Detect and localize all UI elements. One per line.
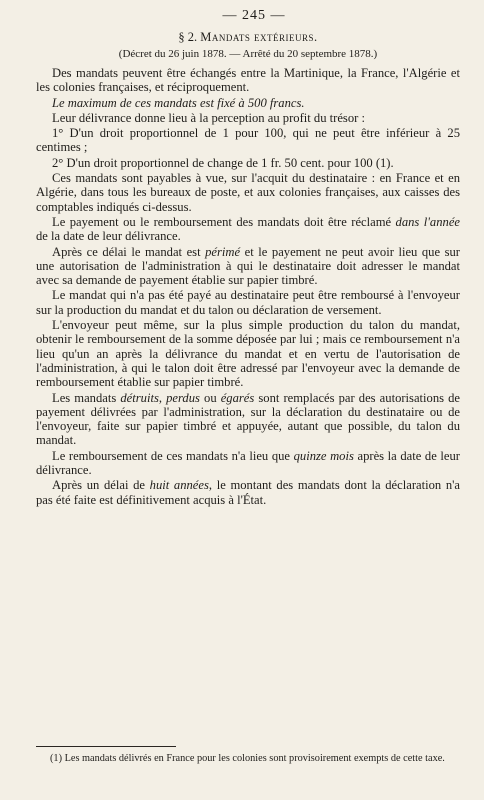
body-text — [36, 66, 460, 507]
emphasis-perime: périmé — [205, 244, 241, 259]
paragraph-exchange: Des mandats peuvent être échangés entre la Martinique, la France, l'Algérie et les colonies françaises, et réciproquement. — [36, 66, 460, 95]
emphasis-perdus: perdus — [166, 390, 200, 405]
section-title — [36, 30, 460, 45]
footnote-text: (1) Les mandats délivrés en France pour les colonies sont provisoirement exempts de cette taxe. — [50, 753, 445, 764]
page-number: — 245 — — [222, 8, 286, 23]
paragraph-refund-unpaid: Le mandat qui n'a pas été payé au destinataire peut être remboursé à l'envoyeur sur la production du mandat et du talon ou déclaration de versement. — [36, 288, 460, 317]
paragraph-fifteen-months: Le remboursement de ces mandats n'a lieu que quinze mois après la date de leur délivrance. — [36, 448, 461, 478]
emphasis-egares: égarés — [220, 390, 255, 405]
paragraph-fee-2: 2° D'un droit proportionnel de change de 1 fr. 50 cent. pour 100 (1). — [52, 155, 394, 170]
emphasis-detruits: détruits — [120, 390, 159, 405]
paragraph-lost-mandates: Les mandats détruits, perdus ou égarés sont remplacés par des autorisations de payement délivrées par l'administration, sur la déclaration du destinataire ou de l'envoyeur, faite sur papier timbré et appuyée, autant que possible, du talon du mandat. — [36, 390, 461, 448]
paragraph-claim-deadline: Le payement ou le remboursement des mandats doit être réclamé dans l'année de la date de leur délivrance. — [36, 214, 461, 244]
paragraph-fee-1: 1° D'un droit proportionnel de 1 pour 100, qui ne peut être inférieur à 25 centimes ; — [36, 126, 460, 155]
paragraph-fees-intro: Leur délivrance donne lieu à la perception au profit du trésor : — [52, 110, 365, 125]
emphasis-quinze-mois: quinze mois — [293, 448, 354, 463]
paragraph-perime: Après ce délai le mandat est périmé et le payement ne peut avoir lieu que sur une autorisation de l'administration à qui le destinataire doit adresser le mandat avec sa demande de payement établie sur papier timbré. — [36, 244, 460, 288]
paragraph-maximum: Le maximum de ces mandats est fixé à 500 francs. — [52, 95, 305, 110]
emphasis-dans-l-annee: dans l'année — [395, 214, 461, 229]
footnote — [36, 752, 460, 765]
decree-reference: (Décret du 26 juin 1878. — Arrêté du 20 septembre 1878.) — [118, 48, 378, 60]
paragraph-eight-years: Après un délai de huit années, le montant des mandats dont la déclaration n'a pas été faite est définitivement acquis à l'État. — [36, 478, 461, 507]
paragraph-payable: Ces mandats sont payables à vue, sur l'acquit du destinataire : en France et en Algérie, dans tous les bureaux de poste, et aux colonies françaises, aux caisses des comptables indiqués ci-dessus. — [36, 171, 460, 214]
paragraph-refund-talon: L'envoyeur peut même, sur la plus simple production du talon du mandat, obtenir le remboursement de la somme déposée par lui ; mais ce remboursement n'a lieu qu'un an après la délivrance du mandat et en vertu de l'autorisation de l'administration, à qui le talon doit être adressé par l'envoyeur avec la demande de remboursement établie sur papier timbré. — [36, 318, 460, 390]
emphasis-huit-annees: huit années — [149, 478, 209, 493]
footnote-divider — [36, 746, 176, 747]
section-number: § 2. — [178, 30, 198, 44]
section-name: Mandats extérieurs. — [200, 30, 318, 44]
